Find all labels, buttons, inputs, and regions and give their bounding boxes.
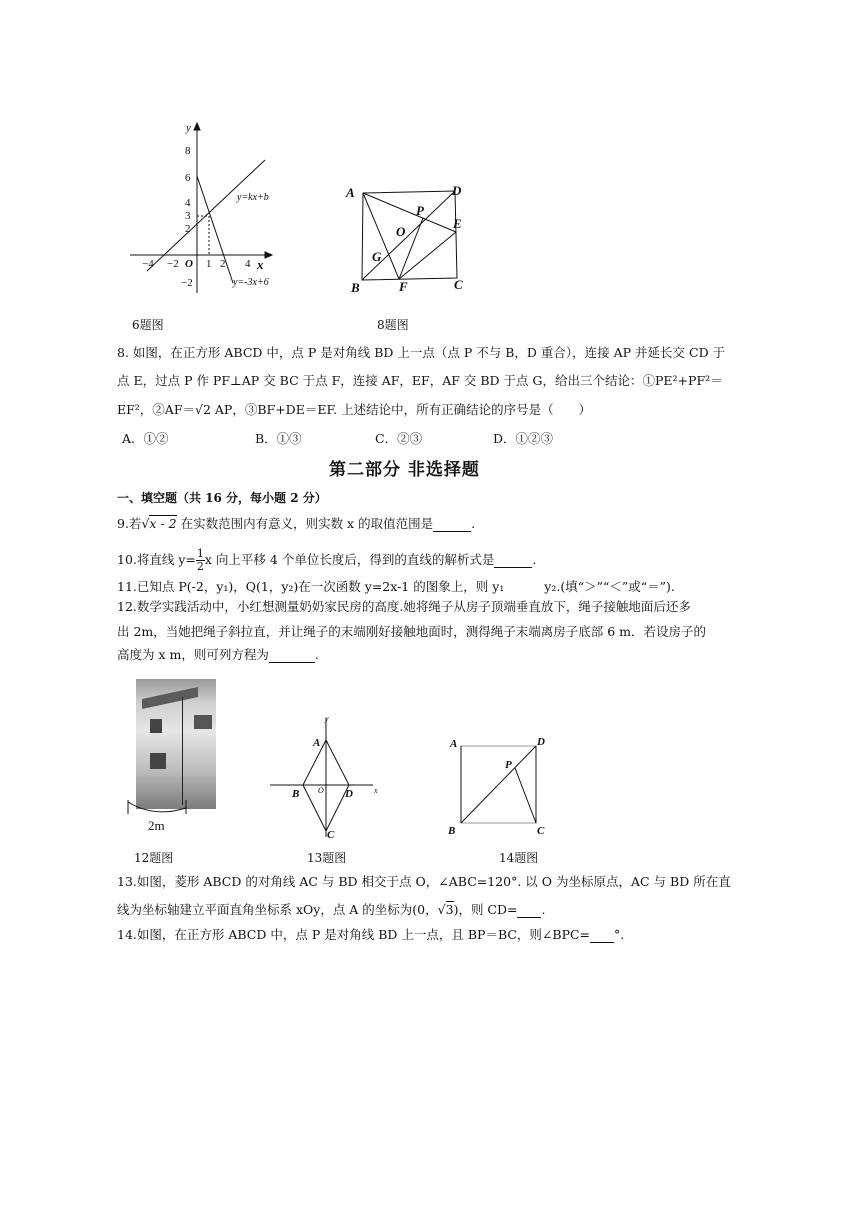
section-1-title: 一、填空题（共 16 分，每小题 2 分） [117, 491, 327, 505]
q12-line-1: 12.数学实践活动中，小红想测量奶奶家民房的高度.她将绳子从房子顶端垂直放下，绳子接触地面后还多 [117, 599, 691, 614]
point-a-label: A [346, 185, 355, 200]
q9-radicand: x - 2 [149, 516, 177, 531]
q12-end: . [314, 647, 319, 662]
q9-text: 在实数范围内有意义，则实数 x 的取值范围是 [180, 516, 434, 531]
house-photo [136, 679, 216, 809]
q9-line [117, 514, 475, 532]
segment-pc [515, 768, 536, 823]
q11-tail: y₂.(填“＞”“＜”或“＝”). [544, 579, 675, 594]
x-tick-4: 4 [245, 258, 251, 270]
q10-end: . [532, 552, 537, 567]
q10-text: x 向上平移 4 个单位长度后，得到的直线的解析式是 [204, 552, 495, 567]
figure-8-square [340, 180, 480, 295]
q13-line-1: 13.如图，菱形 ABCD 的对角线 AC 与 BD 相交于点 O，∠ABC=120°. 以 O 为坐标原点，AC 与 BD 所在直 [117, 874, 731, 889]
q13-line-2-text: 线为坐标轴建立平面直角坐标系 xOy，点 A 的坐标为(0， [117, 902, 438, 917]
point-b-label: B [351, 280, 360, 295]
q13-answer-blank[interactable] [517, 902, 541, 918]
x-tick-minus4: −4 [142, 258, 154, 270]
q12-answer-blank[interactable] [269, 647, 315, 663]
x-tick-2: 2 [220, 258, 226, 270]
y-tick-3: 3 [185, 210, 191, 222]
q8-option-b: B．①③ [255, 431, 302, 446]
q12-line-2: 出 2m，当她把绳子斜拉直，并让绳子的末端刚好接触地面时，测得绳子末端离房子底部 6 m．若设房子的 [117, 624, 707, 639]
y-axis-label: y [186, 122, 191, 134]
point-b-label-14: B [448, 825, 456, 837]
segment-ef [399, 232, 456, 279]
x-axis-label: x [257, 257, 264, 272]
figure-12-measure [124, 800, 224, 840]
q8-line-3: EF²，②AF＝√2 AP，③BF+DE＝EF. 上述结论中，所有正确结论的序号是（ ） [117, 402, 592, 417]
point-c-label-13: C [327, 829, 335, 841]
line2-label: y=-3x+6 [233, 277, 269, 288]
q10-line [117, 540, 537, 573]
q9-sqrt-sign: √ [141, 516, 150, 531]
y-tick-6: 6 [185, 172, 191, 184]
line1-label: y=kx+b [237, 192, 269, 203]
y-tick-4: 4 [185, 197, 191, 209]
point-a-label-14: A [450, 738, 458, 750]
q12-line-3 [117, 645, 319, 663]
point-c-label: C [454, 277, 463, 292]
line-minus3x-plus6 [197, 176, 233, 283]
point-f-label: F [399, 279, 408, 294]
x-tick-1: 1 [206, 258, 212, 270]
point-p-label-14: P [505, 759, 512, 771]
measure-label: 2m [148, 818, 165, 833]
rope [182, 697, 183, 805]
q13-end: . [541, 902, 546, 917]
figure-6-caption: 6题图 [132, 318, 164, 332]
q14-end: °. [614, 927, 625, 942]
y-tick-2: 2 [185, 223, 191, 235]
house-window-top [150, 719, 162, 733]
q9-prefix: 9.若 [117, 516, 142, 531]
q10-prefix: 10.将直线 y= [117, 552, 196, 567]
point-a-label-13: A [313, 737, 321, 749]
q10-numerator: 1 [196, 547, 204, 560]
origin-label: O [185, 258, 193, 270]
point-e-label: E [453, 216, 462, 231]
q8-option-d: D．①②③ [493, 431, 554, 446]
figure-13-caption: 13题图 [307, 851, 347, 865]
q8-option-c: C．②③ [375, 431, 423, 446]
part-2-title: 第二部分 非选择题 [329, 460, 480, 480]
point-d-label: D [452, 183, 462, 198]
figure-14-square [445, 730, 555, 840]
point-g-label: G [372, 249, 382, 264]
point-d-label-13: D [345, 788, 353, 800]
point-c-label-14: C [537, 825, 545, 837]
y-tick-8: 8 [185, 145, 191, 157]
figure-12-caption: 12题图 [134, 851, 174, 865]
q13-line-2-post: )，则 CD= [453, 902, 518, 917]
q10-fraction [196, 548, 205, 573]
x-axis-arrow [265, 252, 272, 258]
figure-13-rhombus [265, 712, 395, 842]
q13-radicand: 3 [445, 902, 454, 917]
figure-8-caption: 8题图 [377, 318, 409, 332]
q13-line-2 [117, 900, 545, 918]
q9-end: . [471, 516, 476, 531]
point-p-label: P [416, 203, 424, 218]
y-axis-arrow [194, 123, 200, 130]
q11-text: 11.已知点 P(-2，y₁)，Q(1，y₂)在一次函数 y=2x-1 的图象上，则 y₁ [117, 579, 505, 594]
q11-answer-space[interactable] [504, 579, 544, 594]
diagonal-bd [362, 191, 455, 280]
house-balcony [194, 715, 212, 729]
figure-14-caption: 14题图 [499, 851, 539, 865]
y-axis-label-13: y [325, 714, 329, 723]
house-window-bottom [150, 753, 166, 769]
q8-option-a: A．①② [122, 431, 169, 446]
q11-line [117, 577, 675, 595]
q14-line [117, 925, 624, 943]
point-o-label: O [396, 224, 406, 239]
q12-line-3-text: 高度为 x m，则可列方程为 [117, 647, 269, 662]
q14-answer-blank[interactable] [590, 927, 614, 943]
q14-text: 14.如图，在正方形 ABCD 中，点 P 是对角线 BD 上一点，且 BP＝BC，则∠BPC= [117, 927, 591, 942]
figure-6-graph [125, 118, 285, 298]
diagonal-bd-14 [461, 746, 536, 823]
house-roof [142, 687, 198, 709]
point-d-label-14: D [537, 736, 545, 748]
measure-arc [128, 802, 186, 812]
x-axis-label-13: x [374, 786, 378, 795]
y-tick-minus2: −2 [181, 277, 193, 289]
q8-line-2: 点 E，过点 P 作 PF⊥AP 交 BC 于点 F，连接 AF，EF，AF 交 BD 于点 G，给出三个结论：①PE²+PF²＝ [117, 373, 723, 388]
x-tick-minus2: −2 [167, 258, 179, 270]
point-b-label-13: B [292, 788, 300, 800]
q13-sqrt-sign: √ [437, 902, 446, 917]
q10-answer-blank[interactable] [494, 552, 532, 568]
q10-denominator: 2 [196, 560, 204, 573]
q8-line-1: 8. 如图，在正方形 ABCD 中，点 P 是对角线 BD 上一点（点 P 不与 B，D 重合），连接 AP 并延长交 CD 于 [117, 345, 726, 360]
point-o-label-13: O [318, 786, 324, 795]
q9-answer-blank[interactable] [433, 516, 471, 532]
